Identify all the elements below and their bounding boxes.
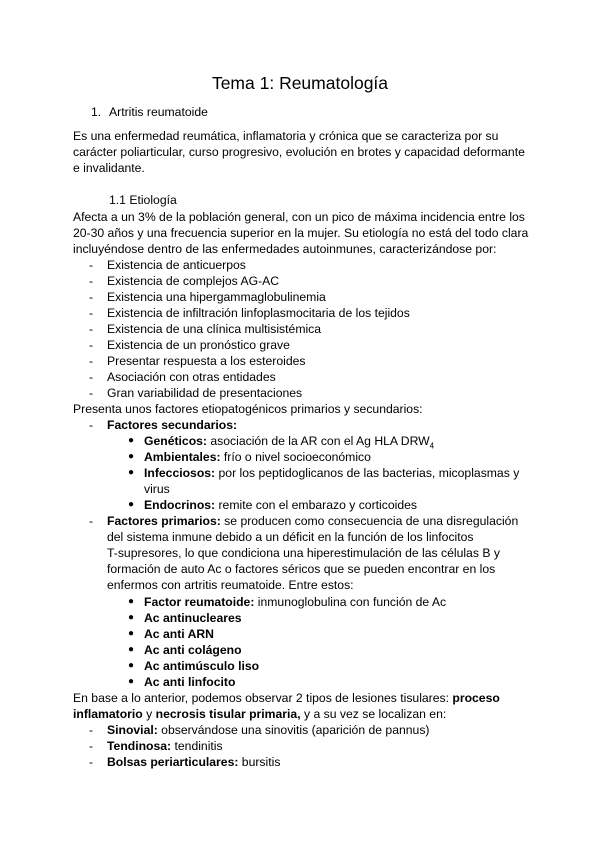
dash-marker: - (89, 386, 94, 400)
list-item: Tendinosa: tendinitis (107, 739, 223, 753)
bullet-marker: ● (128, 628, 135, 639)
list-item: Bolsas periarticulares: bursitis (107, 755, 281, 769)
paragraph-line: Es una enfermedad reumática, inflamatoria y crónica que se caracteriza por su (73, 129, 499, 143)
list-item: Asociación con otras entidades (107, 370, 276, 384)
dash-marker: - (89, 274, 94, 288)
list-item: Gran variabilidad de presentaciones (107, 386, 303, 400)
list-item: Ambientales: frío o nivel socioeconómico (144, 450, 371, 464)
dash-marker: - (89, 723, 94, 737)
paragraph-line: 20-30 años y una frecuencia superior en la mujer. Su etiología no está del todo clara (73, 226, 529, 240)
bullet-marker: ● (128, 499, 135, 510)
primary-factors-label: Factores primarios: se producen como consecuencia de una disregulación (107, 514, 519, 528)
paragraph-line: Presenta unos factores etiopatogénicos primarios y secundarios: (73, 402, 423, 416)
bullet-marker: ● (128, 596, 135, 607)
dash-marker: - (89, 322, 94, 336)
list-item: Ac antinucleares (144, 611, 242, 625)
paragraph-line: del sistema inmune debido a un déficit en la función de los linfocitos (107, 530, 474, 544)
list-item: Infecciosos: por los peptidoglicanos de las bacterias, micoplasmas y (144, 466, 520, 480)
subsection-heading: 1.1 Etiología (109, 193, 177, 207)
paragraph-line: incluyéndose dentro de las enfermedades autoinmunes, caracterizándose por: (73, 242, 497, 256)
list-item: Existencia de complejos AG-AC (107, 274, 280, 288)
list-item: Existencia de una clínica multisistémica (107, 322, 322, 336)
bullet-marker: ● (128, 644, 135, 655)
dash-marker: - (89, 338, 94, 352)
list-item: Genéticos: asociación de la AR con el Ag HLA $DRW_4$ (144, 434, 435, 451)
paragraph-line: inflamatorio y necrosis tisular primaria, y a su vez se localizan en: (73, 707, 447, 721)
list-item: Endocrinos: remite con el embarazo y corticoides (144, 498, 417, 512)
dash-marker: - (89, 354, 94, 368)
list-item: Ac anti colágeno (144, 643, 242, 657)
section-heading: Artritis reumatoide (109, 105, 208, 119)
section-number: 1. (91, 105, 102, 119)
paragraph-line: T-supresores, lo que condiciona una hiperestimulación de las células B y (107, 546, 500, 560)
list-item: Existencia una hipergammaglobulinemia (107, 290, 326, 304)
paragraph-line: enfermos con artritis reumatoide. Entre estos: (107, 578, 354, 592)
secondary-factors-label: Factores secundarios: (107, 418, 238, 432)
paragraph-line: Afecta a un 3% de la población general, con un pico de máxima incidencia entre los (73, 210, 525, 224)
list-item: Presentar respuesta a los esteroides (107, 354, 306, 368)
list-item: Ac anti ARN (144, 627, 214, 641)
bullet-marker: ● (128, 676, 135, 687)
paragraph-line: carácter poliarticular, curso progresivo, evolución en brotes y capacidad deformante (73, 145, 525, 159)
dash-marker: - (89, 370, 94, 384)
bullet-marker: ● (128, 660, 135, 671)
list-item: Existencia de infiltración linfoplasmocitaria de los tejidos (107, 306, 410, 320)
dash-marker: - (89, 739, 94, 753)
dash-marker: - (89, 514, 94, 528)
page-title: Tema 1: Reumatología (211, 73, 389, 93)
paragraph-line: En base a lo anterior, podemos observar 2 tipos de lesiones tisulares: proceso (73, 691, 500, 705)
dash-marker: - (89, 258, 94, 272)
dash-marker: - (89, 755, 94, 769)
list-item: Existencia de anticuerpos (107, 258, 246, 272)
list-item-continuation: virus (144, 482, 170, 496)
bullet-marker: ● (128, 435, 135, 446)
paragraph-line: formación de auto Ac o factores séricos que se pueden encontrar en los (107, 562, 496, 576)
list-item: Ac antimúsculo liso (144, 659, 260, 673)
bullet-marker: ● (128, 451, 135, 462)
bullet-marker: ● (128, 467, 135, 478)
dash-marker: - (89, 290, 94, 304)
list-item: Factor reumatoide: inmunoglobulina con función de Ac (144, 595, 447, 609)
list-item: Existencia de un pronóstico grave (107, 338, 290, 352)
list-item: Sinovial: observándose una sinovitis (aparición de pannus) (107, 723, 430, 737)
dash-marker: - (89, 306, 94, 320)
bullet-marker: ● (128, 612, 135, 623)
list-item: Ac anti linfocito (144, 675, 236, 689)
dash-marker: - (89, 418, 94, 432)
paragraph-line: e invalidante. (73, 161, 145, 175)
